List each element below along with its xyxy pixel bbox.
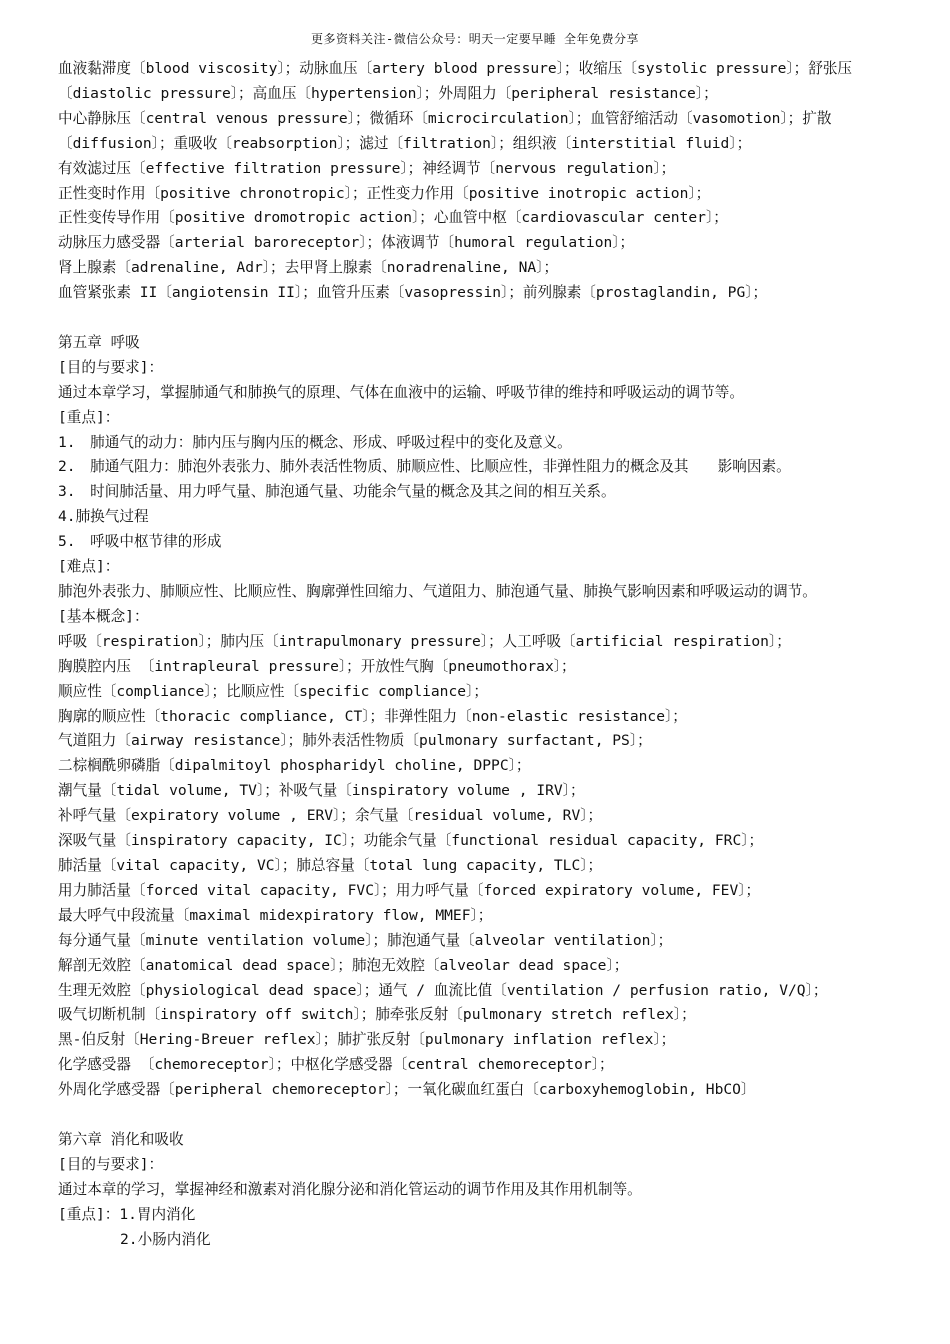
term-line: 〔diastolic pressure〕；高血压〔hypertension〕；外周阻力〔peripheral resistance〕；	[58, 84, 718, 102]
goal-text: 通过本章的学习，掌握神经和激素对消化腺分泌和消化管运动的调节作用及其作用机制等。	[58, 1180, 642, 1198]
concept-line: 胸廓的顺应性〔thoracic compliance, CT〕；非弹性阻力〔non-elastic resistance〕；	[58, 707, 687, 725]
concept-line: 肺活量〔vital capacity, VC〕；肺总容量〔total lung capacity, TLC〕；	[58, 856, 603, 874]
term-line: 正性变传导作用〔positive dromotropic action〕；心血管中枢〔cardiovascular center〕；	[58, 209, 728, 227]
term-line: 血液黏滞度〔blood viscosity〕；动脉血压〔artery blood pressure〕；收缩压〔systolic pressure〕；舒张压	[58, 60, 853, 77]
difficulty-label: [难点]：	[58, 558, 120, 576]
concept-line: 生理无效腔〔physiological dead space〕；通气 / 血流比值〔ventilation / perfusion ratio, V/Q〕；	[58, 981, 828, 999]
concept-line: 解剖无效腔〔anatomical dead space〕；肺泡无效腔〔alveolar dead space〕；	[58, 956, 629, 974]
term-line: 动脉压力感受器〔arterial baroreceptor〕；体液调节〔humoral regulation〕；	[58, 234, 635, 252]
page-header: 更多资料关注-微信公众号：明天一定要早睡 全年免费分享	[311, 32, 639, 46]
concept-line: 用力肺活量〔forced vital capacity, FVC〕；用力呼气量〔forced expiratory volume, FEV〕；	[58, 881, 761, 899]
key-label: [重点]：1.胃内消化	[58, 1205, 196, 1223]
key-point: 1. 肺通气的动力：肺内压与胸内压的概念、形成、呼吸过程中的变化及意义。	[58, 433, 572, 451]
concept-line: 最大呼气中段流量〔maximal midexpiratory flow, MMEF〕；	[58, 906, 493, 924]
spacer	[58, 306, 898, 331]
goal-label: [目的与要求]：	[58, 1155, 164, 1173]
concept-line: 二棕榈酰卵磷脂〔dipalmitoyl phospharidyl choline, DPPC〕；	[58, 757, 531, 775]
term-line: 有效滤过压〔effective filtration pressure〕；神经调节〔nervous regulation〕；	[58, 159, 676, 177]
term-line: 正性变时作用〔positive chronotropic〕；正性变力作用〔positive inotropic action〕；	[58, 184, 711, 202]
goal-label: [目的与要求]：	[58, 358, 164, 376]
concept-line: 潮气量〔tidal volume, TV〕；补吸气量〔inspiratory volume , IRV〕；	[58, 782, 585, 800]
chapter-6	[58, 1128, 898, 1253]
term-line: 血管紧张素 II〔angiotensin II〕；血管升压素〔vasopressin〕；前列腺素〔prostaglandin, PG〕；	[58, 284, 768, 302]
term-line: 中心静脉压〔central venous pressure〕；微循环〔microcirculation〕；血管舒缩活动〔vasomotion〕；扩散	[58, 109, 832, 127]
concept-line: 深吸气量〔inspiratory capacity, IC〕；功能余气量〔functional residual capacity, FRC〕；	[58, 832, 764, 850]
chapter-5	[58, 331, 898, 1103]
concept-label: [基本概念]：	[58, 607, 149, 625]
key-point: 5. 呼吸中枢节律的形成	[58, 533, 222, 551]
chapter-title: 第六章 消化和吸收	[58, 1130, 184, 1148]
term-line: 〔diffusion〕；重吸收〔reabsorption〕；滤过〔filtration〕；组织液〔interstitial fluid〕；	[58, 134, 752, 152]
terms-block	[58, 57, 898, 306]
term-line: 肾上腺素〔adrenaline, Adr〕；去甲肾上腺素〔noradrenaline, NA〕；	[58, 259, 559, 277]
goal-text: 通过本章学习，掌握肺通气和肺换气的原理、气体在血液中的运输、呼吸节律的维持和呼吸运动的调节等。	[58, 383, 744, 401]
key-point: 4.肺换气过程	[58, 508, 149, 526]
spacer	[58, 1103, 898, 1128]
concept-line: 呼吸〔respiration〕；肺内压〔intrapulmonary pressure〕；人工呼吸〔artificial respiration〕；	[58, 632, 791, 650]
concept-line: 外周化学感受器〔peripheral chemoreceptor〕；一氧化碳血红蛋白〔carboxyhemoglobin, HbCO〕	[58, 1081, 756, 1099]
key-point: 2. 肺通气阻力：肺泡外表张力、肺外表活性物质、肺顺应性、比顺应性，非弹性阻力的概念及其 影响因素。	[58, 458, 791, 476]
chapter-title: 第五章 呼吸	[58, 333, 140, 351]
concept-line: 补呼气量〔expiratory volume , ERV〕；余气量〔residual volume, RV〕；	[58, 807, 603, 825]
concept-line: 顺应性〔compliance〕；比顺应性〔specific compliance〕；	[58, 682, 488, 700]
key-point: 3. 时间肺活量、用力呼气量、肺泡通气量、功能余气量的概念及其之间的相互关系。	[58, 483, 616, 501]
key-point: 2.小肠内消化	[120, 1230, 211, 1248]
concept-line: 化学感受器 〔chemoreceptor〕；中枢化学感受器〔central chemoreceptor〕；	[58, 1056, 614, 1074]
concept-line: 吸气切断机制〔inspiratory off switch〕；肺牵张反射〔pulmonary stretch reflex〕；	[58, 1006, 696, 1024]
concept-line: 黑-伯反射〔Hering-Breuer reflex〕；肺扩张反射〔pulmonary inflation reflex〕；	[58, 1031, 676, 1049]
concept-line: 每分通气量〔minute ventilation volume〕；肺泡通气量〔alveolar ventilation〕；	[58, 931, 673, 949]
document-body	[58, 57, 898, 1252]
difficulty-text: 肺泡外表张力、肺顺应性、比顺应性、胸廓弹性回缩力、气道阻力、肺泡通气量、肺换气影响因素和呼吸运动的调节。	[58, 583, 817, 601]
key-label: [重点]：	[58, 408, 120, 426]
concept-line: 胸膜腔内压 〔intrapleural pressure〕；开放性气胸〔pneumothorax〕；	[58, 657, 576, 675]
concept-line: 气道阻力〔airway resistance〕；肺外表活性物质〔pulmonary surfactant, PS〕；	[58, 732, 652, 750]
